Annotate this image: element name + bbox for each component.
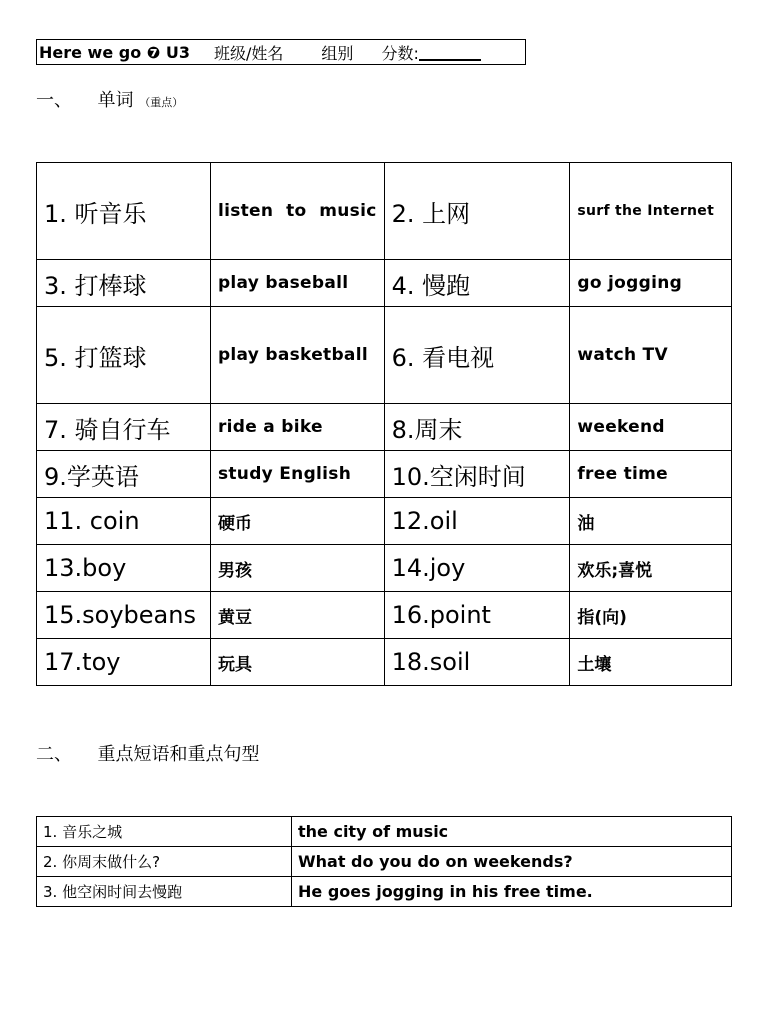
vocab-prompt: 1. 听音乐 [37,163,211,260]
vocab-answer: surf the Internet [570,163,732,260]
vocab-prompt: 10.空闲时间 [384,451,570,498]
table-row [37,404,732,451]
table-row [37,847,732,877]
vocab-answer: study English [210,451,384,498]
phrase-prompt: 2. 你周末做什么? [37,847,292,877]
vocab-answer: 黄豆 [210,592,384,639]
vocab-prompt: 16.point [384,592,570,639]
table-row [37,877,732,907]
vocab-prompt: 15.soybeans [37,592,211,639]
section-two-number: 二、 [36,744,72,765]
score-label: 分数: [381,43,419,63]
table-row [37,163,732,260]
vocab-prompt: 4. 慢跑 [384,260,570,307]
vocab-prompt: 5. 打篮球 [37,307,211,404]
phrase-prompt: 1. 音乐之城 [37,817,292,847]
vocab-prompt: 7. 骑自行车 [37,404,211,451]
vocab-answer: 欢乐;喜悦 [570,545,732,592]
section-one-heading [36,86,183,112]
vocab-prompt: 18.soil [384,639,570,686]
phrase-answer: What do you do on weekends? [292,847,732,877]
vocab-answer: play basketball [210,307,384,404]
table-row [37,307,732,404]
vocab-answer: 指(向) [570,592,732,639]
table-row [37,545,732,592]
vocab-answer: 男孩 [210,545,384,592]
table-row [37,592,732,639]
vocab-answer: ride a bike [210,404,384,451]
table-row [37,260,732,307]
worksheet-header [36,39,526,65]
section-one-number: 一、 [36,90,72,111]
vocab-prompt: 8.周末 [384,404,570,451]
vocab-prompt: 17.toy [37,639,211,686]
vocab-answer: 土壤 [570,639,732,686]
section-two-heading [36,740,259,766]
vocab-answer: 油 [570,498,732,545]
vocab-answer: free time [570,451,732,498]
phrase-answer: the city of music [292,817,732,847]
vocab-answer: watch TV [570,307,732,404]
section-one-note: （重点） [139,96,184,109]
worksheet-title: Here we go ❼ U3 [39,42,191,62]
vocab-answer: go jogging [570,260,732,307]
vocab-prompt: 14.joy [384,545,570,592]
section-one-title: 单词 [97,90,134,111]
section-two-title: 重点短语和重点句型 [97,744,260,765]
vocab-answer: listen to music [210,163,384,260]
vocab-prompt: 13.boy [37,545,211,592]
table-row [37,817,732,847]
vocab-prompt: 3. 打棒球 [37,260,211,307]
vocab-prompt: 12.oil [384,498,570,545]
vocab-answer: play baseball [210,260,384,307]
score-blank[interactable] [419,43,481,61]
table-row [37,639,732,686]
phrase-prompt: 3. 他空闲时间去慢跑 [37,877,292,907]
group-label: 组别 [321,43,354,63]
vocab-answer: weekend [570,404,732,451]
vocab-answer: 玩具 [210,639,384,686]
phrase-answer: He goes jogging in his free time. [292,877,732,907]
vocab-prompt: 9.学英语 [37,451,211,498]
table-row [37,451,732,498]
vocabulary-table [36,162,732,686]
table-row [37,498,732,545]
vocab-prompt: 11. coin [37,498,211,545]
vocab-answer: 硬币 [210,498,384,545]
vocab-prompt: 6. 看电视 [384,307,570,404]
vocab-prompt: 2. 上网 [384,163,570,260]
phrases-table [36,816,732,907]
class-name-label: 班级/姓名 [214,43,284,63]
